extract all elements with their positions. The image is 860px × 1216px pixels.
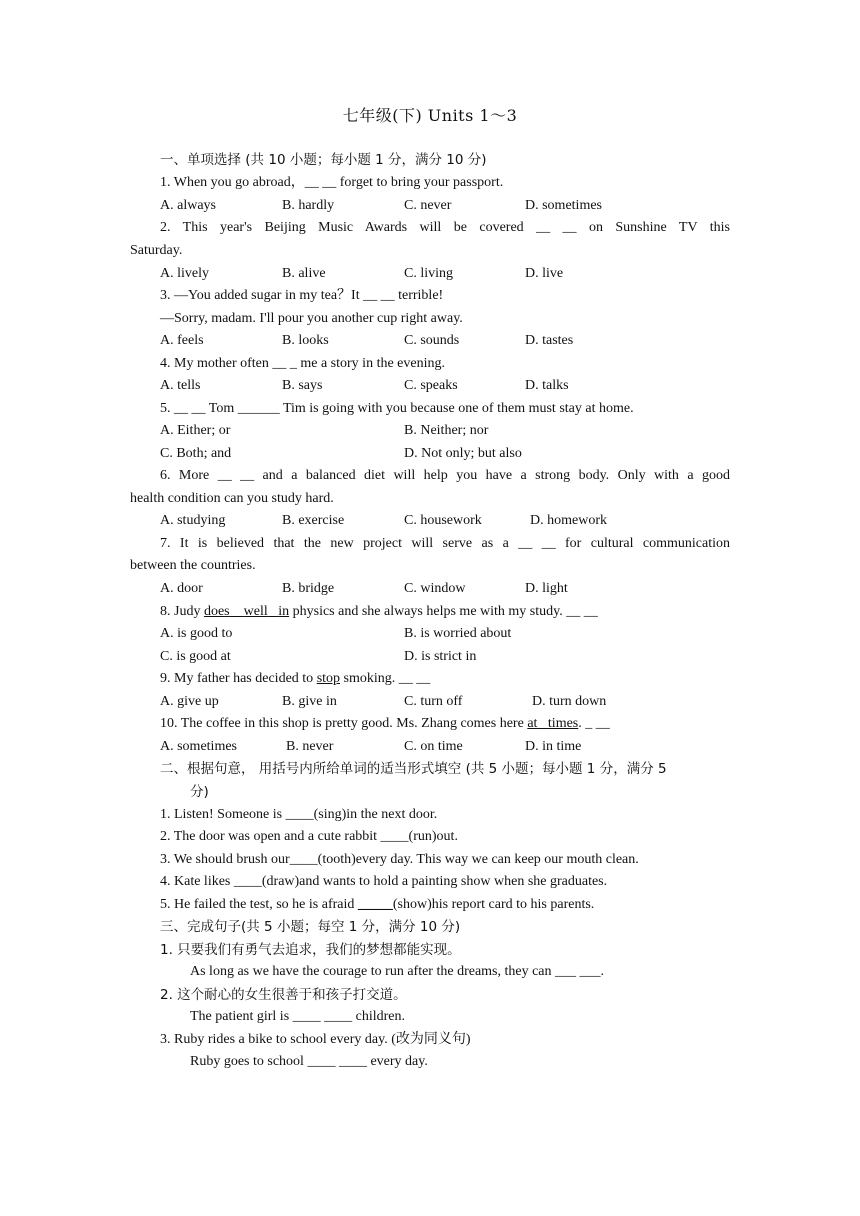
question-5-option-d: D. Not only; but also: [404, 446, 522, 461]
question-4-option-a: A. tells: [160, 378, 201, 393]
section-2-item-5-end: (show)his report card to his parents.: [392, 897, 595, 912]
section-2-item-2: 2. The door was open and a cute rabbit ____(run)out.: [160, 829, 458, 844]
question-10-underlined-at: at: [527, 716, 538, 731]
question-10-underlined-times: times: [547, 716, 579, 731]
question-6-option-b: B. exercise: [282, 513, 345, 528]
question-3-option-c: C. sounds: [404, 333, 460, 348]
question-3-option-b: B. looks: [282, 333, 329, 348]
question-6-stem: 6. More __ __ and a balanced diet will help you have a strong body. Only with a good: [160, 468, 730, 483]
question-9-underlined-stop: stop: [316, 671, 341, 686]
question-8-underlined-well: well: [243, 604, 268, 619]
question-8-underline-gap: [230, 604, 244, 619]
section-2-item-1: 1. Listen! Someone is ____(sing)in the next door.: [160, 807, 438, 822]
question-9-stem-end: smoking. __ __: [340, 671, 431, 686]
section-2-item-3: 3. We should brush our____(tooth)every day. This way we can keep our mouth clean.: [160, 852, 639, 867]
section-3-q2-english: The patient girl is ____ ____ children.: [190, 1009, 406, 1024]
question-8-underlined-in: in: [278, 604, 290, 619]
question-7-stem: 7. It is believed that the new project will serve as a __ __ for cultural communication: [160, 536, 730, 551]
question-8-stem-end: physics and she always helps me with my study. __ __: [289, 604, 598, 619]
question-9-option-c: C. turn off: [404, 694, 463, 709]
question-1-option-c: C. never: [404, 198, 452, 213]
question-2-option-a: A. lively: [160, 266, 209, 281]
question-8-stem: [160, 603, 598, 621]
question-10-option-d: D. in time: [525, 739, 582, 754]
section-2-item-4: 4. Kate likes ____(draw)and wants to hold a painting show when she graduates.: [160, 874, 608, 889]
question-2-option-d: D. live: [525, 266, 564, 281]
question-10-option-c: C. on time: [404, 739, 463, 754]
question-5-stem: 5. __ __ Tom ______ Tim is going with you because one of them must stay at home.: [160, 401, 634, 416]
question-7-option-c: C. window: [404, 581, 466, 596]
question-7-option-b: B. bridge: [282, 581, 335, 596]
question-9-stem-start: 9. My father has decided to: [160, 671, 317, 686]
question-9-option-d: D. turn down: [532, 694, 607, 709]
question-6-stem-continued: health condition can you study hard.: [130, 491, 334, 506]
section-3-q1-chinese: 1. 只要我们有勇气去追求，我们的梦想都能实现。: [160, 942, 461, 958]
question-5-option-a: A. Either; or: [160, 423, 231, 438]
question-2-stem-continued: Saturday.: [130, 243, 183, 258]
question-10-stem: [160, 715, 610, 733]
question-2-option-c: C. living: [404, 266, 454, 281]
question-8-option-b: B. is worried about: [404, 626, 512, 641]
question-5-option-c: C. Both; and: [160, 446, 232, 461]
question-10-stem-end: . _ __: [578, 716, 610, 731]
question-9-option-b: B. give in: [282, 694, 337, 709]
question-8-option-a: A. is good to: [160, 626, 233, 641]
question-3-option-a: A. feels: [160, 333, 204, 348]
question-10-underline-gap: [537, 716, 548, 731]
question-3-option-d: D. tastes: [525, 333, 574, 348]
question-10-option-b: B. never: [286, 739, 334, 754]
question-1-option-a: A. always: [160, 198, 216, 213]
question-7-option-d: D. light: [525, 581, 568, 596]
section-2-item-5-blank: _____: [357, 897, 393, 912]
question-2-option-b: B. alive: [282, 266, 326, 281]
question-8-stem-start: 8. Judy: [160, 604, 204, 619]
question-9-stem: [160, 670, 430, 688]
question-10-option-a: A. sometimes: [160, 739, 237, 754]
question-8-underline-gap-2: [268, 604, 279, 619]
question-4-stem: 4. My mother often __ _ me a story in the evening.: [160, 356, 445, 371]
question-1-stem: 1. When you go abroad，__ __ forget to bring your passport.: [160, 175, 504, 190]
question-1-option-b: B. hardly: [282, 198, 335, 213]
question-6-option-a: A. studying: [160, 513, 226, 528]
question-3-stem-reply: —Sorry, madam. I'll pour you another cup right away.: [160, 311, 463, 326]
question-4-option-c: C. speaks: [404, 378, 458, 393]
question-4-option-d: D. talks: [525, 378, 569, 393]
section-2-header: 二、根据句意， 用括号内所给单词的适当形式填空 (共 5 小题；每小题 1 分，满分 5: [160, 761, 667, 777]
section-3-q2-chinese: 2. 这个耐心的女生很善于和孩子打交道。: [160, 987, 407, 1003]
section-3-q3-english: Ruby goes to school ____ ____ every day.: [190, 1054, 428, 1069]
section-2-item-5: [160, 896, 594, 914]
question-7-option-a: A. door: [160, 581, 203, 596]
question-1-option-d: D. sometimes: [525, 198, 602, 213]
question-5-option-b: B. Neither; nor: [404, 423, 489, 438]
question-8-option-d: D. is strict in: [404, 649, 477, 664]
question-8-option-c: C. is good at: [160, 649, 231, 664]
question-8-underlined-does: does: [203, 604, 230, 619]
question-6-option-c: C. housework: [404, 513, 482, 528]
section-3-q3-question: 3. Ruby rides a bike to school every day. (改为同义句): [160, 1032, 471, 1047]
question-7-stem-continued: between the countries.: [130, 558, 256, 573]
section-3-q1-english: As long as we have the courage to run after the dreams, they can ___ ___.: [190, 964, 605, 979]
section-1-header: 一、单项选择 (共 10 小题；每小题 1 分，满分 10 分): [160, 152, 487, 168]
question-10-stem-start: 10. The coffee in this shop is pretty good. Ms. Zhang comes here: [160, 716, 528, 731]
question-2-stem: 2. This year's Beijing Music Awards will be covered __ __ on Sunshine TV this: [160, 220, 730, 235]
question-3-stem: 3. —You added sugar in my tea？It __ __ terrible!: [160, 288, 444, 303]
section-2-item-5-start: 5. He failed the test, so he is afraid: [160, 897, 358, 912]
section-3-header: 三、完成句子(共 5 小题；每空 1 分，满分 10 分): [160, 919, 461, 935]
page-title: 七年级(下) Units 1～3: [342, 106, 518, 125]
question-6-option-d: D. homework: [530, 513, 607, 528]
question-9-option-a: A. give up: [160, 694, 219, 709]
section-2-header-continued: 分): [190, 784, 209, 800]
question-4-option-b: B. says: [282, 378, 323, 393]
